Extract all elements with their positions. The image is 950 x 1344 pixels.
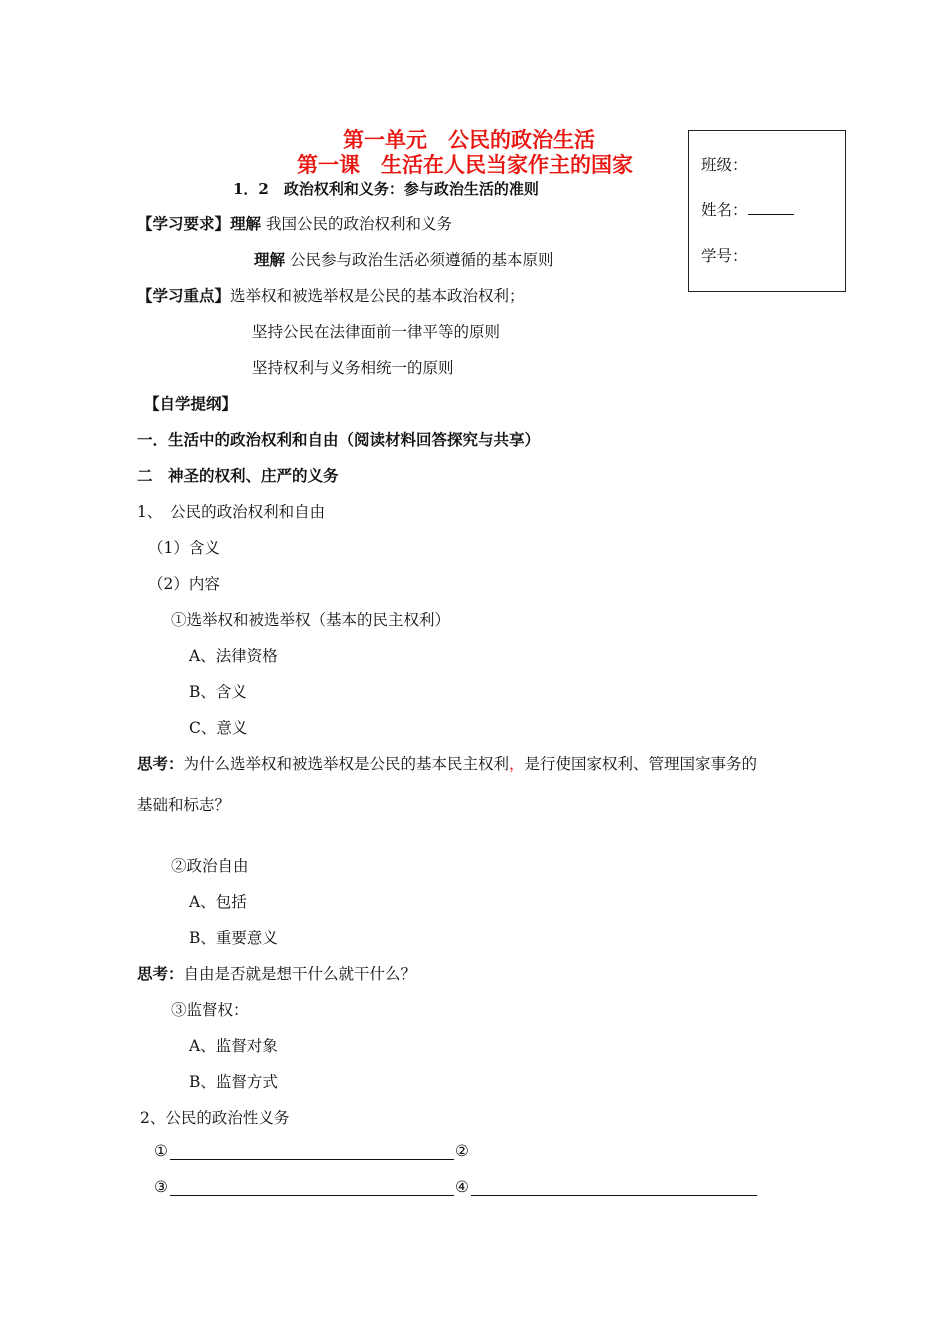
requirement-verb: 理解 <box>254 250 286 269</box>
section-title: 1．2 政治权利和义务：参与政治生活的准则 <box>233 180 539 198</box>
outline-label: 【自学提纲】 <box>144 394 238 413</box>
think-text-continued: 基础和标志？ <box>137 796 231 814</box>
outline-c3b: B、监督方式 <box>189 1073 278 1091</box>
lesson-title: 第一课 生活在人民当家作主的国家 <box>297 152 633 177</box>
outline-c2: ②政治自由 <box>171 857 249 875</box>
focus-item: 坚持权利与义务相统一的原则 <box>252 359 454 377</box>
answer-blank-3[interactable] <box>170 1195 454 1196</box>
focus-label: 【学习重点】 <box>137 286 231 305</box>
outline-c2b: B、重要意义 <box>189 929 278 947</box>
answer-blank-4[interactable] <box>471 1195 757 1196</box>
think-comma: ， <box>509 755 525 773</box>
outline-part-1: 一．生活中的政治权利和自由（阅读材料回答探究与共享） <box>137 430 541 449</box>
outline-content: （2）内容 <box>148 575 220 593</box>
outline-c1a: A、法律资格 <box>189 647 278 665</box>
requirements-label: 【学习要求】 <box>137 214 231 233</box>
requirements-line-2 <box>254 248 553 270</box>
answer-blank-1[interactable] <box>170 1159 454 1160</box>
requirement-text: 我国公民的政治权利和义务 <box>265 215 452 233</box>
blank-mark-4: ④ <box>455 1178 469 1196</box>
requirement-text: 公民参与政治生活必须遵循的基本原则 <box>289 251 554 269</box>
name-label: 姓名： <box>701 201 748 219</box>
id-label: 学号： <box>701 247 748 265</box>
think-question-2 <box>137 962 416 984</box>
focus-item: 选举权和被选举权是公民的基本政治权利； <box>230 287 525 305</box>
think-label: 思考： <box>137 754 184 773</box>
outline-part-2: 二 神圣的权利、庄严的义务 <box>137 466 339 485</box>
outline-item-2: 2、公民的政治性义务 <box>140 1109 290 1127</box>
think-label: 思考： <box>137 964 184 983</box>
outline-c2a: A、包括 <box>189 893 247 911</box>
name-field[interactable] <box>701 198 794 220</box>
think-text: 自由是否就是想干什么就干什么？ <box>183 965 417 983</box>
outline-c3a: A、监督对象 <box>189 1037 278 1055</box>
focus-line-1 <box>137 284 525 306</box>
blank-mark-3: ③ <box>154 1178 168 1196</box>
requirements-line-1 <box>137 212 452 234</box>
outline-c1c: C、意义 <box>189 719 248 737</box>
student-info-box <box>688 130 846 292</box>
outline-meaning: （1）含义 <box>148 539 220 557</box>
unit-title: 第一单元 公民的政治生活 <box>343 127 595 152</box>
outline-item-1: 1、 公民的政治权利和自由 <box>137 503 326 521</box>
outline-c1b: B、含义 <box>189 683 247 701</box>
requirement-verb: 理解 <box>230 214 262 233</box>
name-underline <box>748 202 794 215</box>
outline-c1: ①选举权和被选举权（基本的民主权利） <box>171 611 451 629</box>
think-question-1 <box>137 752 757 774</box>
class-label: 班级： <box>701 156 748 174</box>
blank-mark-1: ① <box>154 1142 168 1160</box>
outline-c3: ③监督权： <box>171 1001 249 1019</box>
blank-mark-2: ② <box>455 1142 469 1160</box>
think-text: 为什么选举权和被选举权是公民的基本民主权利 <box>183 755 510 773</box>
think-text: 是行使国家权利、管理国家事务的 <box>524 755 758 773</box>
focus-item: 坚持公民在法律面前一律平等的原则 <box>252 323 501 341</box>
